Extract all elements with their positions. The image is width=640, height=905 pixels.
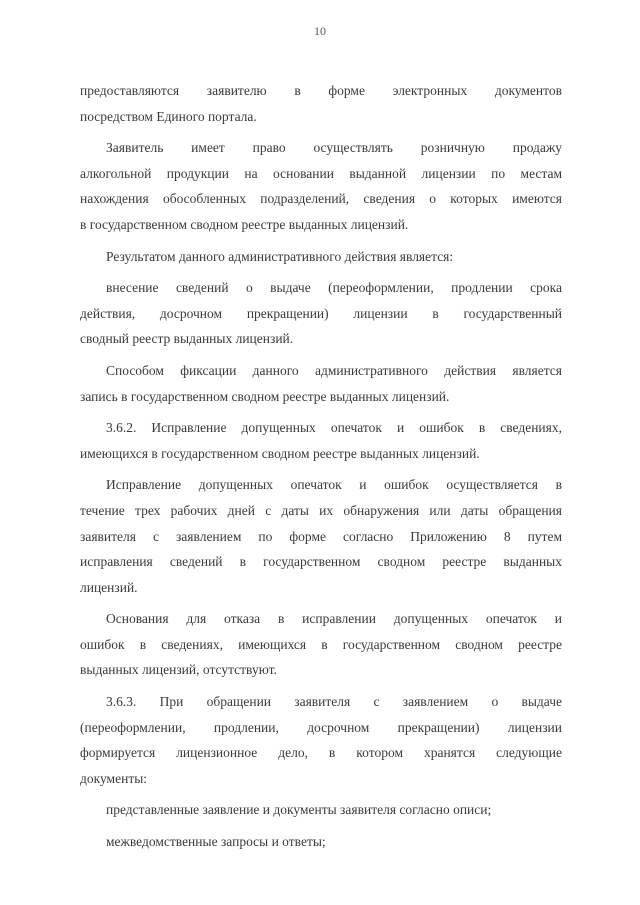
text-line: выданных лицензий, отсутствуют.	[80, 662, 277, 678]
paragraph	[80, 135, 562, 237]
text-line: формируется лицензионное дело, в котором хранятся следующие	[80, 745, 562, 761]
page-number: 10	[314, 24, 326, 38]
text-line: нахождения обособленных подразделений, сведения о которых имеются	[80, 191, 562, 207]
paragraph	[80, 275, 562, 352]
text-line: заявителя с заявлением по форме согласно Приложению 8 путем	[80, 528, 562, 544]
text-line: лицензий.	[80, 579, 138, 595]
text-line: Способом фиксации данного административного действия является	[106, 362, 562, 378]
text-line: внесение сведений о выдаче (переоформлении, продлении срока	[106, 280, 562, 296]
text-line: предоставляются заявителю в форме электронных документов	[80, 83, 562, 98]
text-line: Исправление допущенных опечаток и ошибок осуществляется в	[106, 477, 562, 493]
paragraph	[80, 829, 562, 855]
document-body	[80, 78, 562, 855]
paragraph	[80, 472, 562, 600]
text-line: 3.6.3. При обращении заявителя с заявлением о выдаче	[106, 694, 562, 710]
text-line: запись в государственном сводном реестре выданных лицензий.	[80, 388, 450, 404]
paragraph	[80, 606, 562, 683]
text-line: течение трех рабочих дней с даты их обнаружения или даты обращения	[80, 502, 562, 518]
paragraph	[80, 415, 562, 466]
paragraph	[80, 244, 562, 270]
text-line: Основания для отказа в исправлении допущенных опечаток и	[106, 611, 562, 627]
text-line: документы:	[80, 770, 148, 786]
text-line: 3.6.2. Исправление допущенных опечаток и ошибок в сведениях,	[106, 420, 562, 436]
paragraph	[80, 797, 562, 823]
text-line: Результатом данного административного действия является:	[106, 248, 454, 264]
text-line: исправления сведений в государственном сводном реестре выданных	[80, 554, 562, 570]
text-line: представленные заявление и документы заявителя согласно описи;	[106, 802, 492, 818]
text-line: сводный реестр выданных лицензий.	[80, 331, 294, 347]
paragraph	[80, 358, 562, 409]
text-line: (переоформлении, продлении, досрочном прекращении) лицензии	[80, 719, 562, 735]
text-line: межведомственные запросы и ответы;	[106, 834, 326, 850]
text-line: имеющихся в государственном сводном реестре выданных лицензий.	[80, 445, 480, 461]
text-line: посредством Единого портала.	[80, 108, 257, 124]
text-line: ошибок в сведениях, имеющихся в государственном сводном реестре	[80, 636, 562, 652]
paragraph	[80, 689, 562, 791]
text-line: Заявитель имеет право осуществлять розничную продажу	[106, 140, 562, 156]
text-line: действия, досрочном прекращении) лицензии в государственный	[80, 305, 562, 321]
paragraph	[80, 78, 562, 129]
text-line: алкогольной продукции на основании выданной лицензии по местам	[80, 165, 562, 181]
text-line: в государственном сводном реестре выданных лицензий.	[80, 216, 409, 232]
